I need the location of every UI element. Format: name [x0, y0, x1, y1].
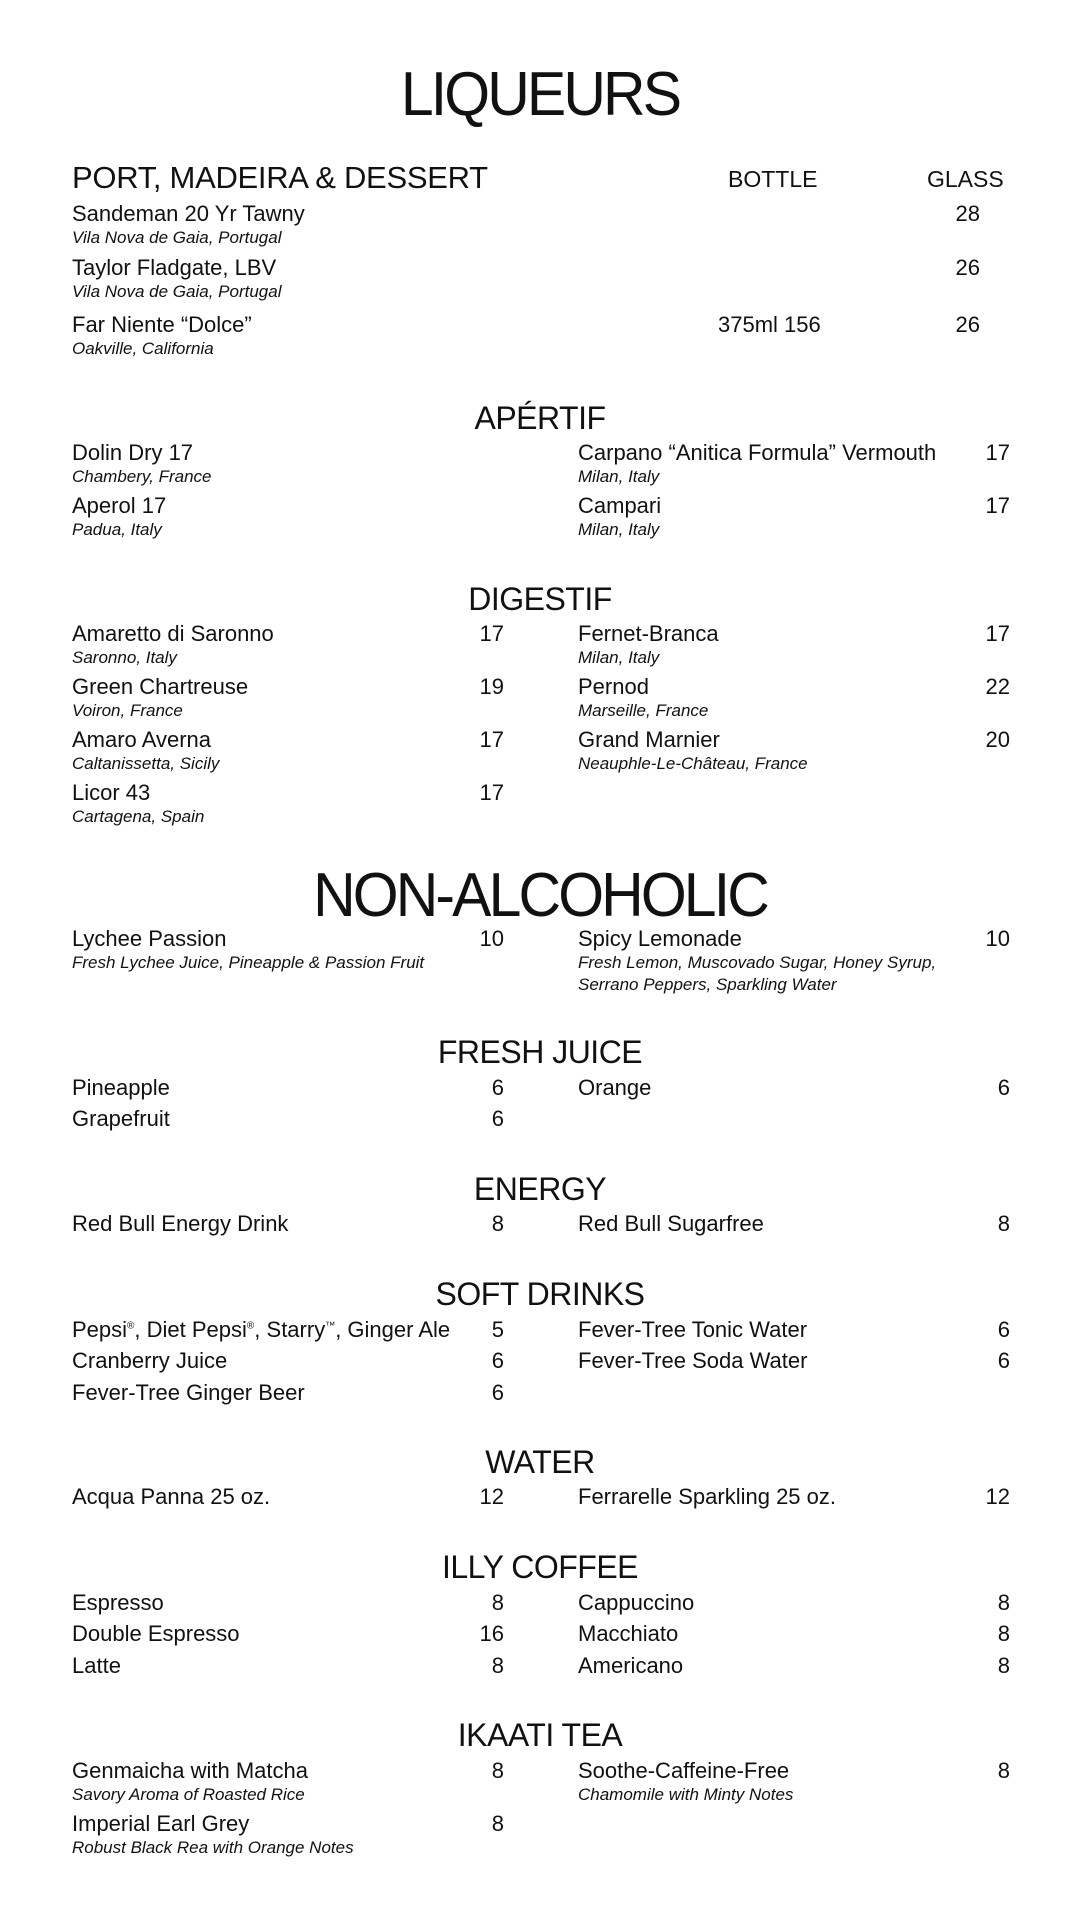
menu-item — [72, 1075, 170, 1101]
item-name: Fever-Tree Soda Water — [578, 1348, 808, 1373]
item-name: Espresso — [72, 1590, 164, 1615]
item-price: 8 — [491, 1211, 504, 1236]
item-price: 17 — [985, 493, 1010, 518]
digestif-heading: DIGESTIF — [468, 581, 612, 617]
menu-item — [578, 727, 808, 775]
item-name: Double Espresso — [72, 1621, 240, 1646]
item-price: 6 — [997, 1317, 1010, 1342]
item-origin: Chambery, France — [72, 467, 212, 486]
menu-item — [72, 1348, 227, 1374]
item-origin: Padua, Italy — [72, 520, 162, 539]
item-price: 19 — [479, 674, 504, 699]
item-origin: Neauphle-Le-Château, France — [578, 754, 808, 773]
menu-item — [72, 926, 424, 974]
menu-item — [72, 1211, 288, 1237]
item-name: Fever-Tree Ginger Beer — [72, 1380, 305, 1405]
item-name: Soothe-Caffeine-Free — [578, 1758, 790, 1783]
item-name: Acqua Panna 25 oz. — [72, 1484, 271, 1509]
menu-item — [72, 1380, 305, 1406]
item-price: 6 — [997, 1075, 1010, 1100]
item-origin: Milan, Italy — [578, 648, 660, 667]
item-name: Campari — [578, 493, 662, 518]
item-name: Far Niente “Dolce” — [72, 312, 252, 337]
item-origin: Vila Nova de Gaia, Portugal — [72, 228, 282, 247]
item-origin: Oakville, California — [72, 339, 214, 358]
menu-item — [72, 621, 274, 669]
port-heading: PORT, MADEIRA & DESSERT — [72, 160, 488, 195]
item-price: 8 — [997, 1590, 1010, 1615]
item-name: Pepsi®, Diet Pepsi®, Starry™, Ginger Ale — [72, 1317, 451, 1342]
illy-coffee-heading: ILLY COFFEE — [441, 1549, 639, 1585]
item-price: 6 — [491, 1075, 504, 1100]
item-origin: Saronno, Italy — [72, 648, 177, 667]
menu-item — [578, 1621, 678, 1647]
item-name: Pineapple — [72, 1075, 170, 1100]
menu-item — [578, 1317, 807, 1343]
glass-price: 26 — [955, 312, 980, 337]
menu-item — [72, 1621, 240, 1647]
menu-item — [72, 1484, 270, 1510]
item-name: Carpano “Anitica Formula” Vermouth — [578, 440, 937, 465]
item-name: Cappuccino — [578, 1590, 695, 1615]
glass-column-label: GLASS — [927, 166, 1004, 192]
item-price: 8 — [491, 1758, 504, 1783]
menu-item — [578, 926, 936, 996]
item-name: Ferrarelle Sparkling 25 oz. — [578, 1484, 837, 1509]
energy-heading: ENERGY — [473, 1171, 607, 1207]
item-price: 10 — [985, 926, 1010, 951]
item-origin: Vila Nova de Gaia, Portugal — [72, 282, 282, 301]
item-price: 20 — [985, 727, 1010, 752]
item-description: Chamomile with Minty Notes — [578, 1785, 794, 1804]
menu-item — [578, 1590, 694, 1616]
glass-price: 26 — [955, 255, 980, 280]
item-description: Robust Black Rea with Orange Notes — [72, 1838, 354, 1857]
soft-drinks-heading: SOFT DRINKS — [435, 1276, 645, 1312]
menu-item — [72, 674, 248, 722]
item-price: 5 — [491, 1317, 504, 1342]
item-price: 8 — [491, 1811, 504, 1836]
item-price: 6 — [491, 1380, 504, 1405]
item-origin: Milan, Italy — [578, 467, 660, 486]
liqueurs-title: LIQUEURS — [400, 60, 680, 129]
item-description: Fresh Lemon, Muscovado Sugar, Honey Syrup, — [578, 953, 937, 972]
item-origin: Milan, Italy — [578, 520, 660, 539]
menu-item — [72, 1317, 450, 1343]
item-name: Orange — [578, 1075, 652, 1100]
item-description: Savory Aroma of Roasted Rice — [72, 1785, 305, 1804]
item-name: Dolin Dry 17 — [72, 440, 194, 465]
item-name: Spicy Lemonade — [578, 926, 742, 951]
menu-item — [578, 1758, 793, 1806]
item-name: Lychee Passion — [72, 926, 227, 951]
item-price: 17 — [985, 621, 1010, 646]
item-price: 8 — [997, 1211, 1010, 1236]
item-price: 12 — [985, 1484, 1010, 1509]
water-heading: WATER — [485, 1444, 595, 1480]
item-name: Fever-Tree Tonic Water — [578, 1317, 808, 1342]
item-description: Fresh Lychee Juice, Pineapple & Passion Fruit — [72, 953, 425, 972]
menu-item — [578, 1484, 836, 1510]
item-name: Latte — [72, 1653, 121, 1678]
item-name: Amaretto di Saronno — [72, 621, 274, 646]
item-name: Green Chartreuse — [72, 674, 249, 699]
menu-item — [72, 1758, 308, 1806]
item-price: 22 — [985, 674, 1010, 699]
item-price: 17 — [479, 727, 504, 752]
item-origin: Caltanissetta, Sicily — [72, 754, 220, 773]
item-price: 17 — [479, 780, 504, 805]
bottle-price: 375ml 156 — [718, 312, 821, 337]
item-origin: Cartagena, Spain — [72, 807, 205, 826]
ikaati-tea-heading: IKAATI TEA — [457, 1717, 623, 1753]
menu-item — [578, 674, 708, 722]
menu-item — [578, 1348, 807, 1374]
menu-item — [72, 440, 212, 488]
item-description-line-2: Serrano Peppers, Sparkling Water — [578, 975, 837, 994]
item-name: Red Bull Energy Drink — [72, 1211, 289, 1236]
menu-item — [72, 727, 219, 775]
menu-item — [578, 1075, 651, 1101]
item-name: Taylor Fladgate, LBV — [72, 255, 277, 280]
menu-item — [578, 440, 936, 488]
item-price: 17 — [479, 621, 504, 646]
item-name: Macchiato — [578, 1621, 679, 1646]
item-name: Grand Marnier — [578, 727, 720, 752]
item-price: 12 — [479, 1484, 504, 1509]
item-price: 6 — [997, 1348, 1010, 1373]
item-name: Sandeman 20 Yr Tawny — [72, 201, 305, 226]
menu-item — [72, 255, 281, 303]
item-price: 8 — [997, 1758, 1010, 1783]
item-price: 10 — [479, 926, 504, 951]
item-name: Americano — [578, 1653, 684, 1678]
item-price: 8 — [997, 1653, 1010, 1678]
menu-item — [578, 621, 719, 669]
item-price: 17 — [985, 440, 1010, 465]
item-name: Grapefruit — [72, 1106, 170, 1131]
item-name: Pernod — [578, 674, 649, 699]
item-origin: Marseille, France — [578, 701, 709, 720]
menu-item — [72, 493, 166, 541]
menu-item — [72, 312, 252, 360]
item-name: Aperol 17 — [72, 493, 167, 518]
menu-item — [72, 1811, 354, 1859]
item-price: 6 — [491, 1106, 504, 1131]
item-origin: Voiron, France — [72, 701, 183, 720]
item-name: Fernet-Branca — [578, 621, 719, 646]
item-price: 16 — [479, 1621, 504, 1646]
item-price: 8 — [491, 1653, 504, 1678]
item-name: Red Bull Sugarfree — [578, 1211, 764, 1236]
item-name: Imperial Earl Grey — [72, 1811, 250, 1836]
aperitif-heading: APÉRTIF — [474, 400, 606, 436]
menu-item — [72, 1590, 164, 1616]
menu-item — [72, 201, 305, 249]
item-price: 6 — [491, 1348, 504, 1373]
menu-item — [72, 780, 204, 828]
menu-item — [578, 1653, 683, 1679]
item-name: Amaro Averna — [72, 727, 212, 752]
glass-price: 28 — [955, 201, 980, 226]
item-price: 8 — [997, 1621, 1010, 1646]
item-price: 8 — [491, 1590, 504, 1615]
menu-item — [72, 1106, 170, 1132]
bottle-column-label: BOTTLE — [728, 166, 818, 192]
non-alcoholic-title: NON-ALCOHOLIC — [313, 861, 767, 930]
item-name: Genmaicha with Matcha — [72, 1758, 308, 1783]
fresh-juice-heading: FRESH JUICE — [437, 1034, 643, 1070]
item-name: Licor 43 — [72, 780, 151, 805]
menu-item — [578, 493, 661, 541]
item-name: Cranberry Juice — [72, 1348, 228, 1373]
menu-item — [578, 1211, 764, 1237]
menu-item — [72, 1653, 121, 1679]
